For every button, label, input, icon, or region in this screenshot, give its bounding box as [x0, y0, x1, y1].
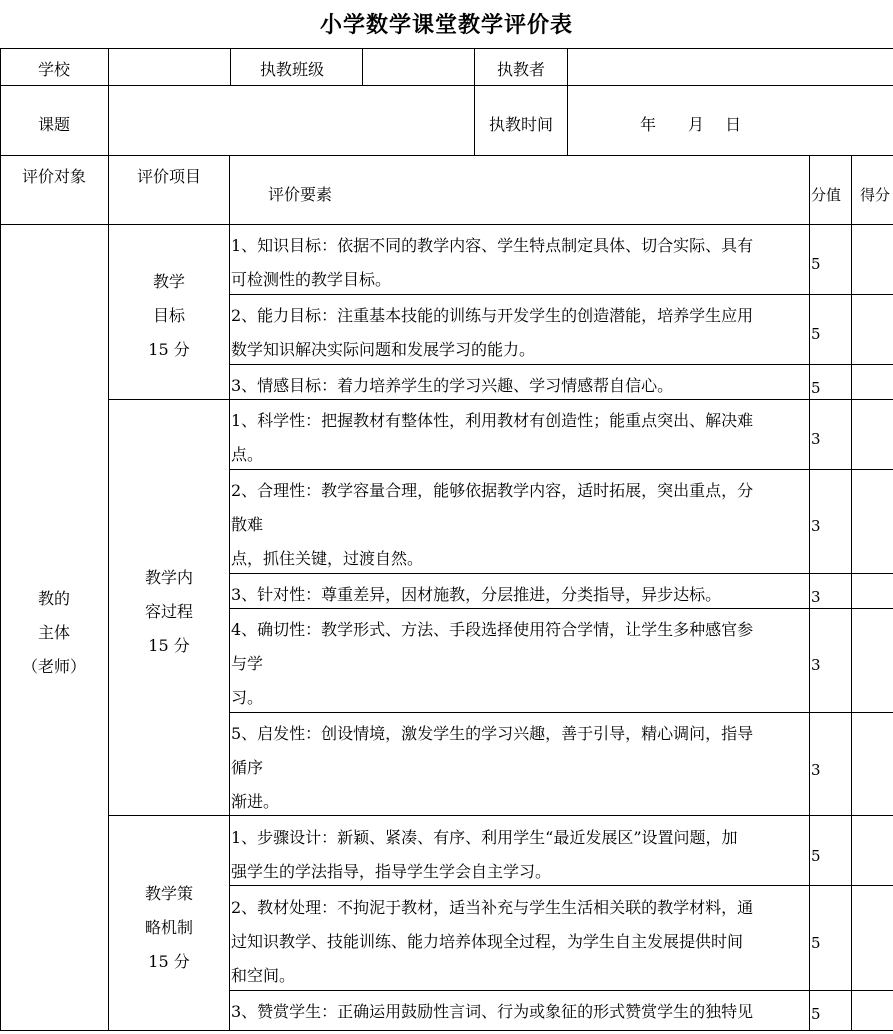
class-label: 执教班级 [260, 60, 325, 79]
score-value: 5 [811, 379, 821, 397]
score-value: 3 [811, 517, 821, 535]
score-value: 5 [811, 847, 821, 865]
page-title: 小学数学课堂教学评价表 [319, 13, 573, 38]
score-value: 3 [811, 761, 821, 779]
header-item: 评价项目 [136, 167, 201, 186]
criterion-row: 4、确切性：教学形式、方法、手段选择使用符合学情，让学生多种感官参 与学 习。 [231, 620, 754, 707]
criterion-row: 3、针对性：尊重差异，因材施教，分层推进，分类指导，异步达标。 [231, 585, 722, 604]
school-value-cell[interactable] [109, 49, 229, 84]
criterion-row: 3、赞赏学生：正确运用鼓励性言词、行为或象征的形式赞赏学生的独特见 [231, 1002, 754, 1021]
score-value: 3 [811, 430, 821, 448]
group-label-goals: 教学 目标 15 分 [148, 272, 190, 359]
school-label: 学校 [37, 60, 70, 79]
score-value: 3 [811, 656, 821, 674]
topic-label: 课题 [37, 115, 70, 134]
criterion-row: 2、合理性：教学容量合理，能够依据教学内容，适时拓展，突出重点，分 散难 点，抓住关键，过渡自然。 [231, 481, 754, 568]
criterion-row: 2、能力目标：注重基本技能的训练与开发学生的创造潜能，培养学生应用 数学知识解决实际问题和发展学习的能力。 [231, 306, 754, 359]
topic-value-cell[interactable] [109, 86, 473, 154]
date-text: 年 月 日 [640, 115, 742, 134]
header-object: 评价对象 [21, 167, 86, 186]
header-score: 分值 [811, 186, 842, 204]
teacher-value-cell[interactable] [568, 49, 892, 84]
header-criteria: 评价要素 [268, 185, 333, 204]
class-value-cell[interactable] [363, 49, 473, 84]
criterion-row: 1、科学性：把握教材有整体性，利用教材有创造性；能重点突出、解决难 点。 [231, 411, 754, 464]
teacher-label: 执教者 [496, 60, 545, 79]
score-value: 5 [811, 325, 821, 343]
score-value: 3 [811, 588, 821, 606]
header-got: 得分 [860, 186, 891, 204]
group-label-content: 教学内 容过程 15 分 [144, 568, 193, 655]
criterion-row: 1、知识目标：依据不同的教学内容、学生特点制定具体、切合实际、具有 可检测性的教学目标。 [231, 236, 754, 289]
group-label-strategy: 教学策 略机制 15 分 [144, 884, 193, 971]
score-value: 5 [811, 934, 821, 952]
score-value: 5 [811, 255, 821, 273]
time-label: 执教时间 [488, 115, 553, 134]
subject-label: 教的 主体 （老师） [21, 589, 86, 676]
criterion-row: 1、步骤设计：新颖、紧凑、有序、利用学生“最近发展区”设置问题，加 强学生的学法指导，指导学生学会自主学习。 [231, 828, 738, 881]
criterion-row: 2、教材处理：不拘泥于教材，适当补充与学生生活相关联的教学材料，通 过知识教学、技能训练、能力培养体现全过程，为学生自主发展提供时间 和空间。 [231, 898, 754, 985]
criterion-row: 5、启发性：创设情境，激发学生的学习兴趣，善于引导，精心调问，指导 循序 渐进。 [231, 724, 754, 811]
criterion-row: 3、情感目标：着力培养学生的学习兴趣、学习情感帮自信心。 [231, 376, 674, 395]
score-value: 5 [811, 1005, 821, 1023]
